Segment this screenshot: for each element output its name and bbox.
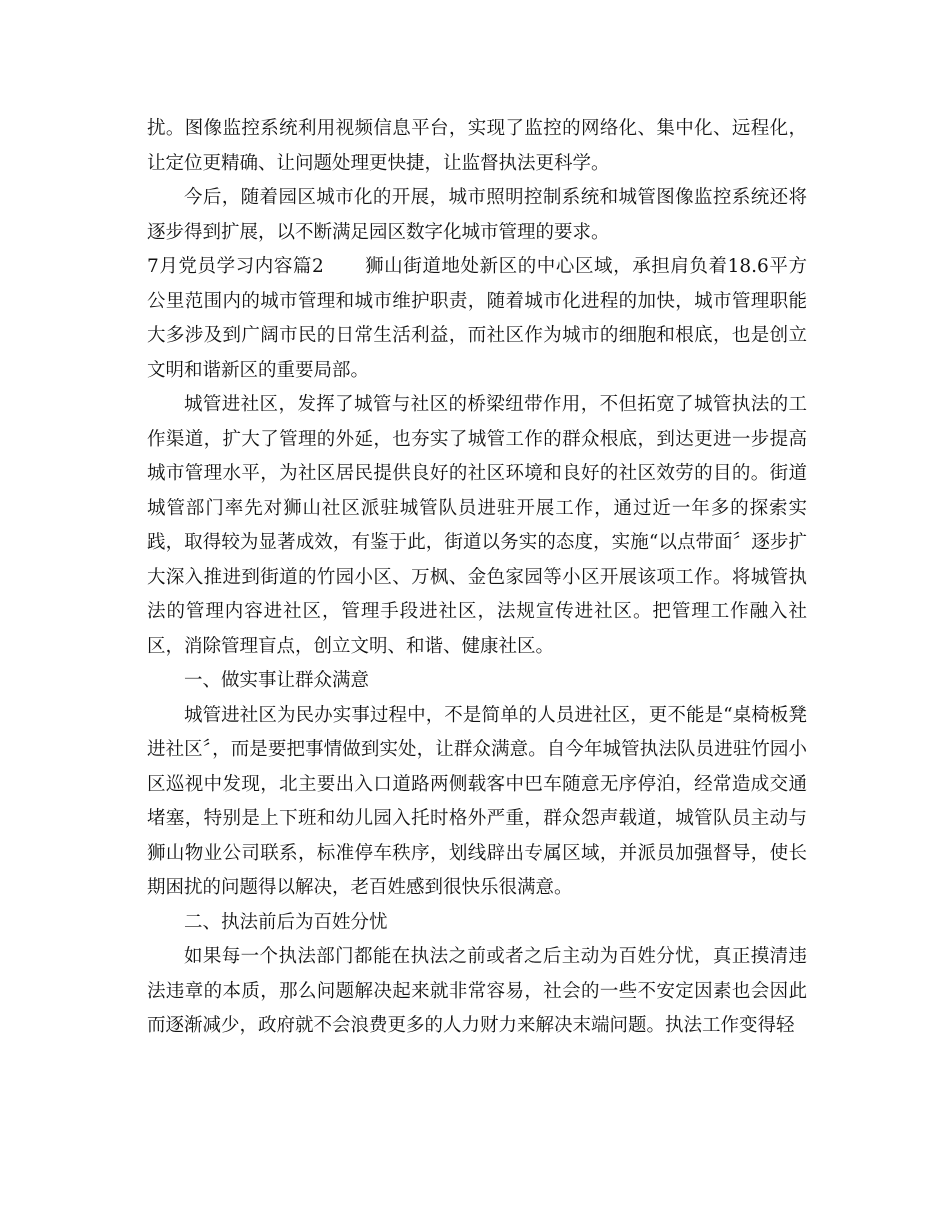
paragraph-section-intro — [147, 250, 807, 388]
paragraph-continued-text: 扰。图像监控系统利用视频信息平台，实现了监控的网络化、集中化、远程化，让定位更精确、让问题处理更快捷，让监督执法更科学。 — [147, 118, 807, 174]
section-heading: 7月党员学习内容篇2 — [147, 256, 324, 277]
paragraph-community-management: 城管进社区，发挥了城管与社区的桥梁纽带作用，不但拓宽了城管执法的工作渠道，扩大了管理的外延，也夯实了城管工作的群众根底，到达更进一步提高城市管理水平，为社区居民提供良好的社区环境和良好的社区效劳的目的。街道城管部门率先对狮山社区派驻城管队员进驻开展工作，通过近一年多的探索实践，取得较为显著成效，有鉴于此，街道以务实的态度，实施“以点带面〞逐步扩大深入推进到街道的竹园小区、万枫、金色家园等小区开展该项工作。将城管执法的管理内容进社区，管理手段进社区，法规宣传进社区。把管理工作融入社区，消除管理盲点，创立文明、和谐、健康社区。 — [147, 394, 807, 657]
document-body — [147, 112, 807, 1044]
subheading-2: 二、执法前后为百姓分忧 — [184, 911, 388, 933]
paragraph-future-outlook: 今后，随着园区城市化的开展，城市照明控制系统和城管图像监控系统还将逐步得到扩展，以不断满足园区数字化城市管理的要求。 — [147, 187, 807, 243]
section-intro-text: 狮山街道地处新区的中心区域，承担肩负着18.6平方公里范围内的城市管理和城市维护职责，随着城市化进程的加快，城市管理职能大多涉及到广阔市民的日常生活利益，而社区作为城市的细胞和根底，也是创立文明和谐新区的重要局部。 — [147, 256, 807, 381]
subheading-1: 一、做实事让群众满意 — [184, 670, 370, 691]
paragraph-practical-work: 城管进社区为民办实事过程中，不是简单的人员进社区，更不能是“桌椅板凳进社区〞，而是要把事情做到实处，让群众满意。自今年城管执法队员进驻竹园小区巡视中发现，北主要出入口道路两侧载客中巴车随意无序停泊，经常造成交通堵塞，特别是上下班和幼儿园入托时格外严重，群众怨声载道，城管队员主动与狮山物业公司联系，标准停车秩序，划线辟出专属区域，并派员加强督导，使长期困扰的问题得以解决，老百姓感到很快乐很满意。 — [147, 704, 807, 898]
paragraph-enforcement: 如果每一个执法部门都能在执法之前或者之后主动为百姓分忧，真正摸清违法违章的本质，那么问题解决起来就非常容易，社会的一些不安定因素也会因此而逐渐减少，政府就不会浪费更多的人力财力来解决末端问题。执法工作变得轻 — [147, 946, 807, 1036]
